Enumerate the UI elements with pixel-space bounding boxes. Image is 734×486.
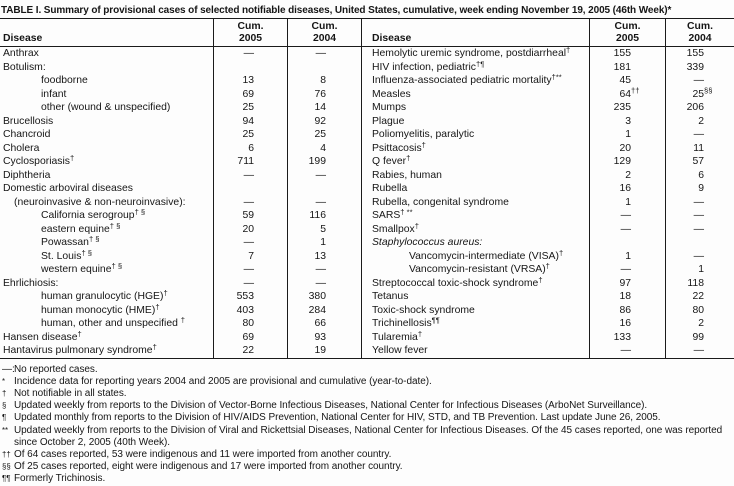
cum-2004-value: 99 [665, 331, 734, 345]
disease-name: Vancomycin-resistant (VRSA) [409, 264, 546, 275]
year-2004-label: 2004 [688, 33, 712, 44]
footnote-marker: † [566, 45, 571, 55]
cum-label: Cum. [614, 21, 641, 32]
footnote-marker: † [2, 388, 7, 398]
cum-2005-value: — [589, 223, 665, 237]
footnote-marker: † [77, 329, 82, 338]
disease-label [361, 263, 589, 277]
disease-label [361, 182, 589, 196]
cum-2004-value: 93 [287, 331, 361, 345]
disease-label [361, 169, 589, 183]
disease-label [361, 223, 589, 237]
disease-name: Anthrax [3, 48, 39, 59]
cum-2004-value: 19 [287, 344, 361, 358]
disease-name: Vancomycin-intermediate (VISA) [409, 250, 559, 262]
cum-2004-value: — [665, 74, 734, 88]
cum-2005-value: 59 [213, 209, 287, 223]
disease-label [361, 128, 589, 142]
column-header-cum-2005-right [589, 19, 665, 47]
footnote-marker: † [155, 302, 160, 311]
footnote-text: Of 64 cases reported, 53 were indigenous and 11 were imported from another country. [14, 448, 392, 460]
cum-2004-value: 66 [287, 317, 361, 331]
cum-2005-value: 1 [589, 196, 665, 210]
cum-2004-value: — [665, 223, 734, 237]
disease-label [361, 142, 589, 156]
cum-2004-value: 1 [665, 263, 734, 277]
cum-2004-value: — [665, 128, 734, 142]
disease-label [0, 250, 213, 264]
cum-2004-value [665, 236, 734, 250]
footnote-marker: † § [88, 234, 100, 244]
cum-2005-value: 711 [213, 155, 287, 169]
disease-name: Hemolytic uremic syndrome, postdiarrheal [372, 48, 567, 59]
footnote-marker: —: [2, 363, 15, 375]
disease-label [0, 142, 213, 156]
cum-2004-value [287, 182, 361, 196]
disease-label [0, 263, 213, 277]
disease-label [0, 88, 213, 102]
cum-2004-value: — [665, 250, 734, 264]
disease-name: Yellow fever [372, 345, 428, 356]
disease-name: Powassan [41, 237, 89, 248]
cum-2005-value: — [589, 263, 665, 277]
footnote [1, 400, 732, 412]
footnote-marker: § [2, 401, 7, 411]
disease-name: Brucellosis [3, 115, 54, 127]
footnote-text: Updated weekly from reports to the Division of Vector-Borne Infectious Diseases, National Center for Infectious Diseases (ArboNet Surveillance). [14, 400, 648, 412]
cum-2004-value: 116 [287, 209, 361, 223]
cum-2004-value: — [287, 47, 361, 61]
footnote [1, 449, 732, 461]
cum-2005-value: 69 [213, 88, 287, 102]
cum-2005-value [213, 61, 287, 75]
disease-name: Botulism: [3, 61, 46, 73]
footnote-marker: ** [2, 425, 9, 435]
cum-2005-value: 553 [213, 290, 287, 304]
disease-name: human granulocytic (HGE) [41, 291, 164, 302]
table-title: TABLE I. Summary of provisional cases of selected notifiable diseases, United States, cumulative, week ending November 19, 2005 (46th Week)* [1, 5, 672, 16]
cum-2005-value: 86 [589, 304, 665, 318]
cum-2004-value: — [287, 169, 361, 183]
cum-2004-value: 9 [665, 182, 734, 196]
disease-name: Hansen disease [3, 331, 78, 343]
footnote-text: Updated monthly from reports to the Division of HIV/AIDS Prevention, National Center for HIV, STD, and TB Prevention. Last update June 26, 2005. [14, 412, 661, 424]
cum-2005-value: 6 [213, 142, 287, 156]
disease-label [361, 88, 589, 102]
disease-label [0, 344, 213, 358]
disease-name: infant [41, 88, 67, 100]
cum-2005-value: — [213, 169, 287, 183]
footnote [1, 473, 732, 485]
cum-2004-value: 5 [287, 223, 361, 237]
disease-label [0, 115, 213, 129]
disease-name: Toxic-shock syndrome [372, 304, 475, 316]
cum-2005-value: 155 [589, 47, 665, 61]
disease-label [361, 236, 589, 250]
footnote-marker: † [69, 153, 75, 163]
cum-2004-value [287, 61, 361, 75]
disease-name: Streptococcal toxic-shock syndrome [372, 277, 539, 289]
cum-2005-value: — [213, 277, 287, 291]
cum-2005-value: 133 [589, 331, 665, 345]
disease-name: Rubella, congenital syndrome [372, 196, 509, 208]
footnote-marker: †** [551, 72, 562, 82]
disease-label [0, 47, 213, 61]
disease-label [0, 169, 213, 183]
footnote-marker: † [163, 288, 168, 298]
cum-2005-value: 1 [589, 250, 665, 264]
disease-name: Ehrlichiosis: [3, 277, 59, 289]
cum-2005-value: 20 [213, 223, 287, 237]
disease-name: Chancroid [3, 129, 51, 140]
disease-label [361, 196, 589, 210]
cum-2005-value: — [213, 196, 287, 210]
footnote-marker: † [152, 342, 157, 352]
disease-name: Diphtheria [3, 169, 51, 181]
disease-label [361, 317, 589, 331]
disease-name: St. Louis [41, 250, 82, 262]
cum-2005-value: — [213, 236, 287, 250]
footnote-marker: ¶ [2, 413, 7, 423]
disease-name: Plague [372, 115, 405, 127]
cum-2004-value: 4 [287, 142, 361, 156]
disease-name: other (wound & unspecified) [41, 102, 171, 113]
cum-2005-value: 13 [213, 74, 287, 88]
cum-2004-value: — [665, 344, 734, 358]
cum-2004-value: 2 [665, 115, 734, 129]
disease-label [361, 101, 589, 115]
table-left-half [0, 19, 361, 358]
disease-name: Psittacosis [372, 142, 422, 154]
cum-2004-value: 155 [665, 47, 734, 61]
cum-2004-value: 76 [287, 88, 361, 102]
disease-label [0, 101, 213, 115]
cum-2005-value: 7 [213, 250, 287, 264]
cum-2004-value: 22 [665, 290, 734, 304]
disease-name: Trichinellosis [372, 318, 432, 329]
disease-name: Smallpox [372, 223, 415, 235]
footnote-text: Updated weekly from reports to the Division of Viral and Rickettsial Diseases, National Center for Infectious Diseases. Of the 45 cases reported, one was reported since October 2, 2005 (40th Week). [14, 424, 723, 448]
disease-label [0, 290, 213, 304]
disease-name: human, other and unspecified [41, 318, 181, 329]
cum-2004-value: 206 [665, 101, 734, 115]
disease-name: Staphylococcus aureus: [372, 237, 483, 248]
cum-2004-value: 25§§ [665, 88, 734, 102]
cum-2005-value: 45 [589, 74, 665, 88]
disease-name: Q fever [372, 156, 407, 167]
cum-2005-value: 64†† [589, 88, 665, 102]
disease-label [0, 196, 213, 210]
footnote [1, 376, 732, 388]
disease-name: Cholera [3, 142, 40, 154]
disease-label [361, 250, 589, 264]
disease-label [361, 277, 589, 291]
cum-2004-value: 13 [287, 250, 361, 264]
disease-label [361, 344, 589, 358]
footnote-text: Not notifiable in all states. [14, 387, 127, 399]
disease-label [361, 74, 589, 88]
disease-name: Rabies, human [372, 169, 442, 181]
cum-2005-value: 18 [589, 290, 665, 304]
cum-2005-value: 25 [213, 101, 287, 115]
disease-label [0, 277, 213, 291]
footnote-marker: ¶¶ [2, 474, 11, 484]
cum-2005-value: 3 [589, 115, 665, 129]
footnote [1, 364, 732, 376]
footnote [1, 425, 732, 449]
footnote-marker: † [538, 275, 543, 284]
cum-label: Cum. [237, 21, 264, 32]
disease-name: human monocytic (HME) [41, 304, 156, 316]
footnote-marker: † [558, 248, 564, 257]
cum-2004-value: 2 [665, 317, 734, 331]
cum-label: Cum. [311, 21, 338, 32]
column-header-disease-right: Disease [361, 19, 589, 47]
disease-name: Rubella [372, 183, 408, 194]
cum-2004-value: 380 [287, 290, 361, 304]
disease-name: Tularemia [372, 331, 418, 343]
column-header-cum-2004-left [287, 19, 361, 47]
cum-2005-value: 94 [213, 115, 287, 129]
cum-2005-value: 20 [589, 142, 665, 156]
cum-2004-value: 1 [287, 236, 361, 250]
cum-2004-value: 92 [287, 115, 361, 129]
footnotes [0, 359, 734, 486]
footnote-marker: † [406, 153, 411, 163]
cum-2005-value: 22 [213, 344, 287, 358]
cum-2005-value: — [589, 344, 665, 358]
cum-label: Cum. [687, 21, 713, 32]
cum-2005-value: 69 [213, 331, 287, 345]
cum-2005-value: — [213, 263, 287, 277]
cum-2004-value: 199 [287, 155, 361, 169]
disease-label [0, 331, 213, 345]
footnote-text: Formerly Trichinosis. [14, 473, 106, 485]
footnote-marker: † [414, 221, 419, 230]
cum-2005-value: 16 [589, 317, 665, 331]
cum-2005-value: 97 [589, 277, 665, 291]
disease-name: California serogroup [41, 210, 135, 221]
disease-name: HIV infection, pediatric [372, 61, 476, 73]
footnote-text: Incidence data for reporting years 2004 and 2005 are provisional and cumulative (year-to-date). [14, 375, 432, 387]
cum-2005-value: 80 [213, 317, 287, 331]
cum-2005-value: — [589, 209, 665, 223]
cum-2005-value [213, 182, 287, 196]
disease-label [0, 182, 213, 196]
cum-2005-value: 16 [589, 182, 665, 196]
cum-2004-value: — [665, 196, 734, 210]
footnote-marker: * [2, 376, 6, 386]
cum-2004-value: 118 [665, 277, 734, 291]
disease-label [361, 304, 589, 318]
footnote-marker: † § [109, 221, 121, 230]
footnote-text: Of 25 cases reported, eight were indigenous and 17 were imported from another country. [14, 461, 403, 473]
cum-2005-value: 2 [589, 169, 665, 183]
footnote-marker: † [180, 315, 186, 325]
table-right-half [361, 19, 734, 358]
footnote-marker: † [545, 261, 550, 271]
footnote-marker: † ** [400, 207, 413, 217]
disease-label [361, 290, 589, 304]
disease-name: Measles [372, 88, 411, 100]
column-header-cum-2005-left [213, 19, 287, 47]
disease-name: Mumps [372, 102, 407, 113]
cum-2004-value: — [287, 263, 361, 277]
cum-2005-value: 129 [589, 155, 665, 169]
disease-label [0, 155, 213, 169]
footnote-text: No reported cases. [14, 363, 98, 375]
disease-name: (neuroinvasive & non-neuroinvasive): [14, 196, 186, 208]
footnote-marker: ¶¶ [431, 315, 440, 325]
disease-name: foodborne [41, 75, 88, 86]
cum-2005-value: 1 [589, 128, 665, 142]
footnote [1, 388, 732, 400]
cum-2004-value: 284 [287, 304, 361, 318]
year-2005-label: 2005 [238, 33, 263, 44]
disease-label [361, 155, 589, 169]
cum-2004-value: 14 [287, 101, 361, 115]
cum-2004-value: 339 [665, 61, 734, 75]
disease-label [0, 209, 213, 223]
footnote-marker: † § [81, 248, 92, 257]
footnote-marker: † [421, 140, 426, 149]
disease-name: Hantavirus pulmonary syndrome [3, 345, 153, 356]
footnote [1, 412, 732, 424]
cum-2005-value [589, 236, 665, 250]
cum-2005-value: 181 [589, 61, 665, 75]
disease-name: eastern equine [41, 223, 110, 235]
column-header-disease-left: Disease [0, 19, 213, 47]
cum-2004-value: 8 [287, 74, 361, 88]
disease-name: Cyclosporiasis [3, 156, 70, 167]
footnote-marker: †¶ [475, 59, 485, 68]
disease-label [0, 236, 213, 250]
disease-label [0, 223, 213, 237]
column-header-cum-2004-right [665, 19, 734, 47]
footnote-marker: †† [2, 449, 11, 459]
disease-label [361, 209, 589, 223]
footnote-marker: † [417, 329, 423, 338]
cum-2004-value: — [665, 209, 734, 223]
footnote-marker: §§ [2, 462, 11, 472]
disease-name: Influenza-associated pediatric mortality [372, 75, 552, 86]
cum-2005-value: 403 [213, 304, 287, 318]
disease-label [361, 115, 589, 129]
cum-2004-value: — [287, 196, 361, 210]
disease-label [0, 317, 213, 331]
year-2005-label: 2005 [615, 33, 640, 44]
footnote-marker: † § [111, 261, 123, 271]
disease-name: Domestic arboviral diseases [3, 183, 133, 194]
footnote-marker: † § [134, 207, 146, 217]
cum-2005-value: 235 [589, 101, 665, 115]
notifiable-diseases-table [0, 18, 734, 359]
disease-name: SARS [372, 210, 401, 221]
cum-2004-value: 25 [287, 128, 361, 142]
cum-2005-value: — [213, 47, 287, 61]
cum-2004-value: 6 [665, 169, 734, 183]
footnote [1, 461, 732, 473]
cum-2005-value: 25 [213, 128, 287, 142]
cum-2004-value: — [287, 277, 361, 291]
disease-name: western equine [41, 264, 112, 275]
disease-name: Tetanus [372, 291, 409, 302]
disease-label [0, 61, 213, 75]
disease-label [0, 128, 213, 142]
cum-2004-value: 11 [665, 142, 734, 156]
year-2004-label: 2004 [312, 33, 337, 44]
cum-2004-value: 80 [665, 304, 734, 318]
disease-name: Poliomyelitis, paralytic [372, 129, 475, 140]
disease-label [0, 74, 213, 88]
disease-label [361, 331, 589, 345]
cum-2004-value: 57 [665, 155, 734, 169]
